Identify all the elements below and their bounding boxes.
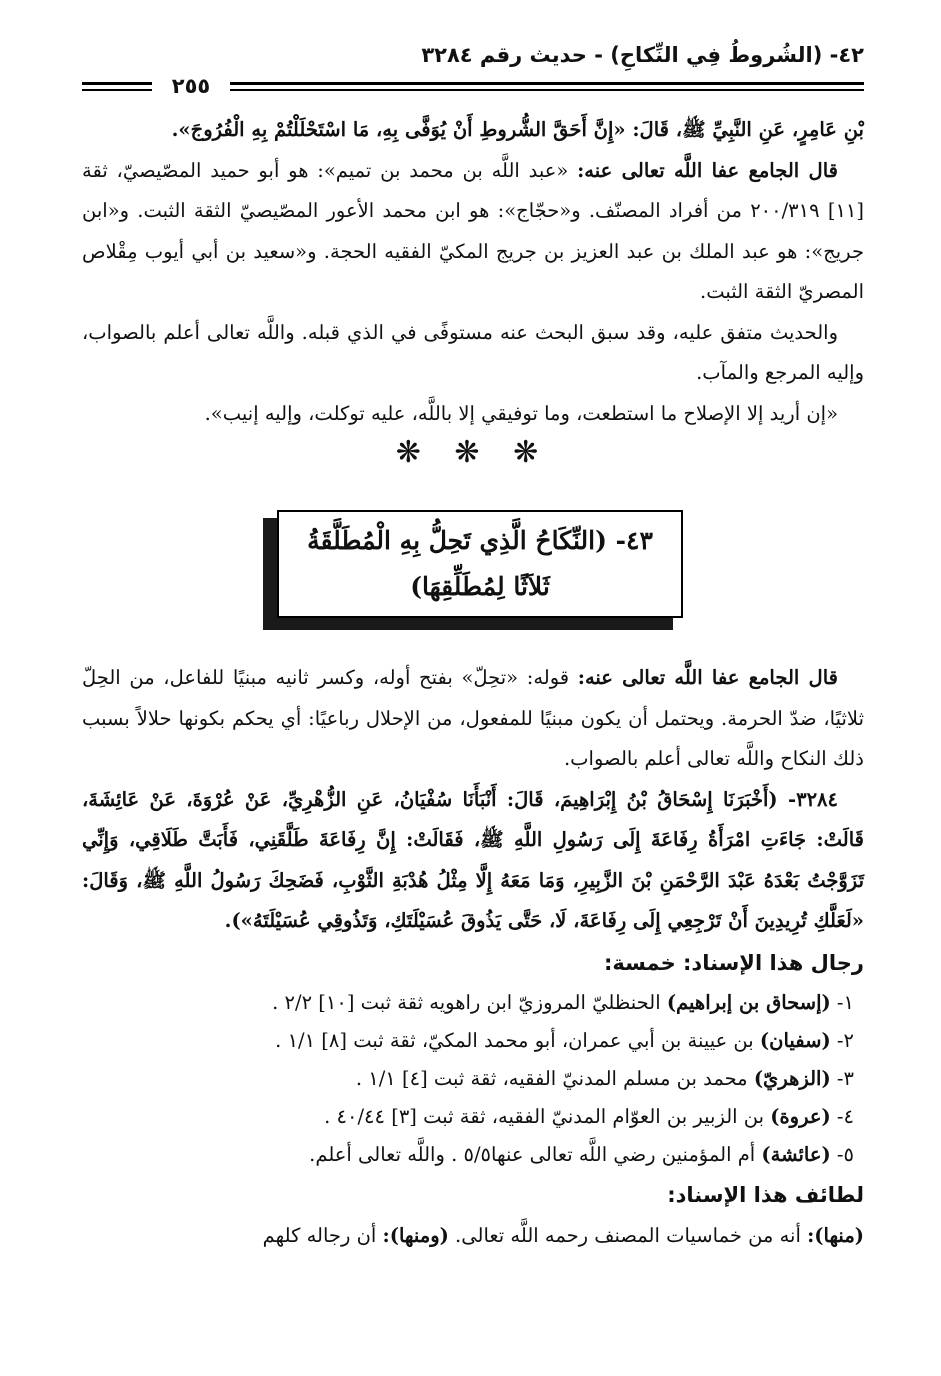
running-title: ٤٢- (الشُروطُ فِي النِّكاحِ) - حديث رقم ٣٢٨٤ [421,43,864,67]
list-item: ٢- (سفيان) بن عيينة بن أبي عمران، أبو محمد المكيّ، ثقة ثبت [٨] ١/١ . [275,1028,854,1052]
lataif-paragraph: (منها): أنه من خماسيات المصنف رحمه اللَّه تعالى. (ومنها): أن رجاله كلهم [262,1223,864,1247]
commentary-text: «عبد اللَّه بن محمد بن تميم»: هو أبو حميد المصّيصيّ، ثقة [١١] ٢٠٠/٣١٩ من أفراد المصنّف. و«حجّاج»: هو ابن محمد الأعور المصّيصيّ الثقة الثبت. و«ابن جريج»: هو عبد الملك بن عبد العزيز بن جريج المكيّ الفقيه الحجة. و«سعيد بن أبي أيوب مِقْلاص المصريّ الثقة الثبت. [82,158,864,303]
section-separator: ❋ ❋ ❋ [395,435,551,470]
header-divider [82,89,152,91]
page-number: ٢٥٥ [171,74,211,98]
chapter-title-line-1: ٤٣- (النِّكَاحُ الَّذِي تَحِلُّ بِهِ الْمُطَلَّقَةُ [307,526,653,555]
chapter-title-line-2: ثَلاَثًا لِمُطَلِّقِهَا) [410,572,550,601]
hadith-status-paragraph: والحديث متفق عليه، وقد سبق البحث عنه مستوفًى في الذي قبله. واللَّه تعالى أعلم بالصواب، وإليه المرجع والمآب. [82,320,864,384]
narrator-list [82,984,864,1174]
list-item: ٥- (عائشة) أم المؤمنين رضي اللَّه تعالى عنها٥/٥ . واللَّه تعالى أعلم. [309,1142,854,1166]
header-divider [230,89,864,91]
chapter-title [277,510,683,618]
header-rules [82,74,864,98]
list-item: ١- (إسحاق بن إبراهيم) الحنظليّ المروزيّ ابن راهويه ثقة ثبت [١٠] ٢/٢ . [272,990,854,1014]
list-item: ٣- (الزهريّ) محمد بن مسلم المدنيّ الفقيه، ثقة ثبت [٤] ١/١ . [355,1066,854,1090]
lataif-heading: لطائف هذا الإسناد: [667,1182,864,1207]
rijal-heading: رجال هذا الإسناد: خمسة: [604,950,864,975]
list-item: ٤- (عروة) بن الزبير بن العوّام المدنيّ الفقيه، ثقة ثبت [٣] ٤٠/٤٤ . [324,1104,854,1128]
hadith-ending: بْنِ عَامِرٍ، عَنِ النَّبِيِّ ﷺ، قَالَ: «إِنَّ أَحَقَّ الشُّروطِ أَنْ يُوَفَّى بِهِ، مَا اسْتَحْلَلْتُمْ بِهِ الْفُرُوجَ». [171,118,864,141]
commentary-text: قوله: «تحِلّ» بفتح أوله، وكسر ثانيه مبنيًا للفاعل، من الحِلّ ثلاثيًا، ضدّ الحرمة. ويحتمل أن يكون مبنيًا للمفعول، من الإحلال رباعيًا: أي يحكم بكونها حلالاً بسبب ذلك النكاح واللَّه تعالى أعلم بالصواب. [82,666,864,770]
running-header [82,40,864,70]
book-page [82,40,864,1256]
commentary-paragraph [82,151,864,313]
chapter-commentary [82,658,864,780]
chapter-title-box [263,510,683,632]
commentary-lead: قال الجامع عفا اللَّه تعالى عنه: [577,666,838,689]
commentary-lead: قال الجامع عفا اللَّه تعالى عنه: [577,158,838,182]
closing-dua: «إن أريد إلا الإصلاح ما استطعت، وما توفيقي إلا باللَّه، عليه توكلت، وإليه إنيب». [204,401,838,425]
hadith-text: ٣٢٨٤- (أَخْبَرَنَا إِسْحَاقُ بْنُ إِبْرَاهِيمَ، قَالَ: أَنْبَأَنَا سُفْيَانُ، عَنِ الزُّهْرِيِّ، عَنْ عُرْوَةَ، عَنْ عَائِشَةَ، قَالَتْ: جَاءَتِ امْرَأَةُ رِفَاعَةَ إِلَى رَسُولِ اللَّهِ ﷺ، فَقَالَتْ: إِنَّ رِفَاعَةَ طَلَّقَنِي، فَأَبَتَّ طَلَاقِي، وَإِنِّي تَزَوَّجْتُ بَعْدَهُ عَبْدَ الرَّحْمَنِ بْنَ الزَّبِيرِ، وَمَا مَعَهُ إِلَّا مِثْلُ هُدْبَةِ الثَّوْبِ، فَضَحِكَ رَسُولُ اللَّهِ ﷺ، وَقَالَ: «لَعَلَّكِ تُرِيدِينَ أَنْ تَرْجِعِي إِلَى رِفَاعَةَ، لَا، حَتَّى يَذُوقَ عُسَيْلَتَكِ، وَتَذُوقِي عُسَيْلَتَهُ»). [82,787,864,932]
